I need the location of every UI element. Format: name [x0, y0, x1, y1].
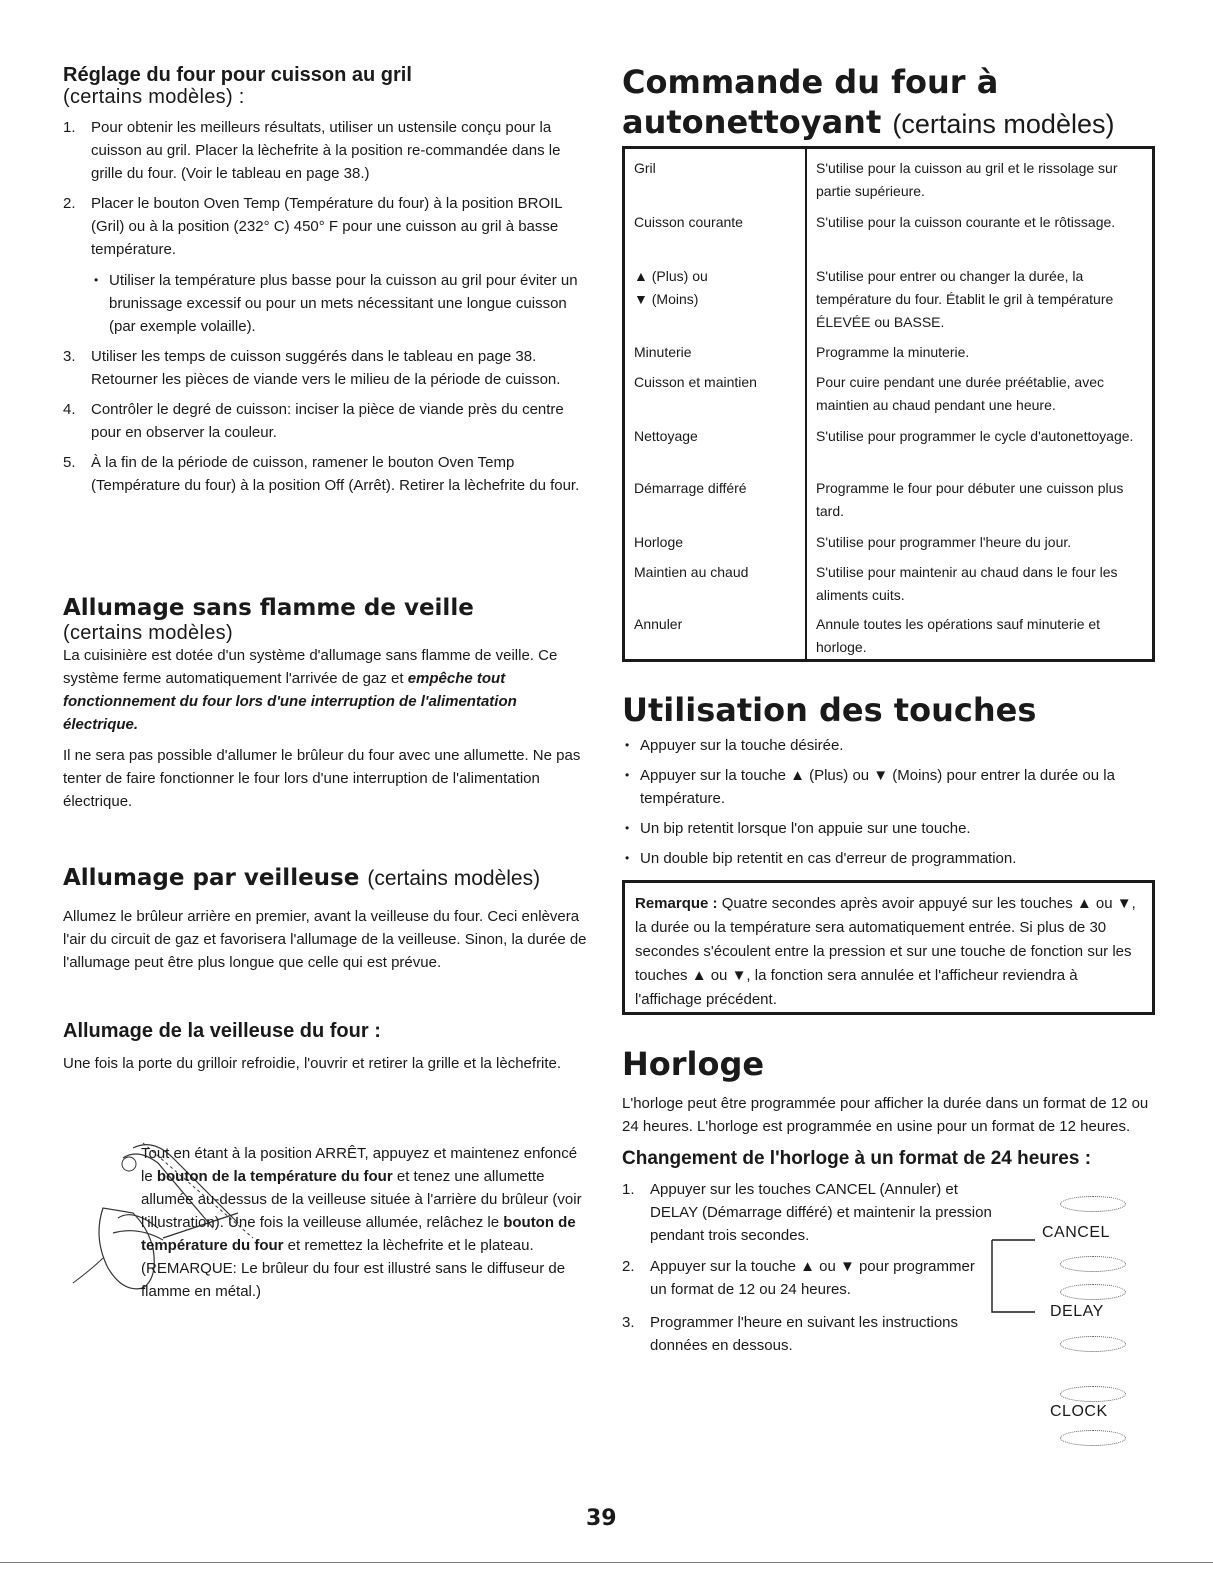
- pilotless-title: Allumage sans flamme de veille: [63, 595, 474, 621]
- broil-bullets: [91, 269, 588, 338]
- delay-key-arc-bottom: [1060, 1336, 1126, 1352]
- touches-bullet: • Un double bip retentit en cas d'erreur de programmation.: [622, 847, 1157, 870]
- clock-steps: [622, 1178, 992, 1357]
- control-title-line2: autonettoyant (certains modèles): [622, 103, 1115, 141]
- clock-paragraph: L'horloge peut être programmée pour afficher la durée dans un format de 12 ou 24 heures. L'horloge est programmée en usine pour un format de 12 heures.: [622, 1095, 1149, 1135]
- bottom-rule: [0, 1562, 1213, 1563]
- broil-bullet: • Utiliser la température plus basse pour la cuisson au gril pour éviter un brunissage excessif ou pour un mets nécessitant une longue cuisson (par exemple volaille).: [91, 269, 588, 338]
- touches-bullet: • Un bip retentit lorsque l'on appuie sur une touche.: [622, 817, 1157, 840]
- oven-pilot-section: [63, 1020, 588, 1075]
- cancel-key-arc-bottom: [1060, 1256, 1126, 1272]
- pilot-paragraph: Allumez le brûleur arrière en premier, avant la veilleuse du four. Ceci enlèvera l'air du circuit de gaz et favorisera l'allumage de la veilleuse. Sinon, la durée de l'allumage peut être plus longue que celle qui est prévue.: [63, 908, 587, 971]
- broil-steps: [63, 116, 588, 497]
- cancel-key: CANCEL: [1042, 1224, 1110, 1241]
- clock-key-arc-top: [1060, 1386, 1126, 1402]
- touches-section: [622, 690, 1157, 877]
- page-number: 39: [586, 1506, 617, 1531]
- broil-step: 5. À la fin de la période de cuisson, ramener le bouton Oven Temp (Température du four) à la position Off (Arrêt). Retirer la lèchefrite du four.: [63, 454, 580, 494]
- broil-step: 1. Pour obtenir les meilleurs résultats, utiliser un ustensile conçu pour la cuisson au gril. Placer la lèchefrite à la position re-commandée dans le grille du four. (Voir le tableau en page 38.): [63, 119, 561, 182]
- oven-pilot-paragraph: Une fois la porte du grilloir refroidie, l'ouvrir et retirer la grille et la lèchefrite.: [63, 1055, 562, 1072]
- clock-key: CLOCK: [1050, 1403, 1108, 1420]
- clock-title: Horloge: [622, 1045, 765, 1083]
- clock-step: 1. Appuyer sur les touches CANCEL (Annuler) et DELAY (Démarrage différé) et maintenir la pression pendant trois secondes.: [622, 1181, 992, 1244]
- pilot-title: Allumage par veilleuse (certains modèles): [63, 865, 541, 891]
- touches-bullet: • Appuyer sur la touche ▲ (Plus) ou ▼ (Moins) pour entrer la durée ou la température.: [622, 764, 1157, 810]
- pilotless-paragraph-2: Il ne sera pas possible d'allumer le brûleur du four avec une allumette. Ne pas tenter de faire fonctionner le four lors d'une interruption de l'alimentation électrique.: [63, 747, 581, 810]
- clock-subtitle: Changement de l'horloge à un format de 24 heures :: [622, 1148, 1092, 1169]
- broil-subtitle: (certains modèles) :: [63, 86, 245, 108]
- note-text: Remarque : Quatre secondes après avoir appuyé sur les touches ▲ ou ▼, la durée ou la température sera automatiquement entrée. Si plus de 30 secondes s'écoulent entre la pression et sur une touche de fonction sur les touches ▲ ou ▼, la fonction sera annulée et l'afficheur reviendra à l'affichage précédent.: [635, 895, 1136, 1008]
- broil-section: [63, 64, 588, 504]
- touches-title: Utilisation des touches: [622, 691, 1037, 729]
- control-title-block: [622, 62, 1157, 144]
- table-divider: [805, 149, 807, 659]
- key-bracket: [990, 1230, 1040, 1320]
- broil-step: 4. Contrôler le degré de cuisson: inciser la pièce de viande près du centre pour en observer la couleur.: [63, 401, 564, 441]
- touches-bullet: • Appuyer sur la touche désirée.: [622, 734, 1157, 757]
- note-box: [622, 880, 1155, 1015]
- clock-key-arc-bottom: [1060, 1430, 1126, 1446]
- pilotless-subtitle: (certains modèles): [63, 622, 233, 644]
- cancel-key-arc-top: [1060, 1196, 1126, 1212]
- broil-step: 3. Utiliser les temps de cuisson suggérés dans le tableau en page 38. Retourner les pièces de viande vers le milieu de la période de cuisson.: [63, 348, 561, 388]
- delay-key-arc-top: [1060, 1284, 1126, 1300]
- pilotless-section: [63, 594, 588, 813]
- clock-step: 2. Appuyer sur la touche ▲ ou ▼ pour programmer un format de 12 ou 24 heures.: [622, 1258, 975, 1298]
- broil-title: Réglage du four pour cuisson au gril: [63, 64, 412, 86]
- note-label: Remarque :: [635, 895, 718, 912]
- control-title: Commande du four à: [622, 63, 999, 101]
- pilotless-paragraph: La cuisinière est dotée d'un système d'allumage sans flamme de veille. Ce système ferme automatiquement l'arrivée de gaz et empêche tout fonctionnement du four lors d'une interruption de l'alimentation électrique.: [63, 647, 558, 733]
- touches-bullets: [622, 734, 1157, 870]
- oven-pilot-title: Allumage de la veilleuse du four :: [63, 1020, 381, 1042]
- delay-key: DELAY: [1050, 1303, 1104, 1320]
- pilot-section: [63, 864, 588, 974]
- oven-pilot-instructions: Tout en étant à la position ARRÊT, appuyez et maintenez enfoncé le bouton de la température du four et tenez une allumette allumée au-dessus de la veilleuse située à l'arrière du brûleur (voir l'illustration). Une fois la veilleuse allumée, relâchez le bouton de température du four et remettez la lèchefrite et le plateau. (REMARQUE: Le brûleur du four est illustré sans le diffuseur de flamme en métal.): [141, 1145, 582, 1300]
- clock-step: 3. Programmer l'heure en suivant les instructions données en dessous.: [622, 1314, 958, 1354]
- command-table: Gril S'utilise pour la cuisson au gril et le rissolage sur partie supérieure. Cuisson courante S'utilise pour la cuisson courante et le rôtissage. ▲ (Plus) ou ▼ (Moins) S'utilise pour entrer ou changer la durée, la température du four. Établit le gril à température ÉLEVÉE ou BASSE. Minuterie Programme la minuterie. Cuisson et maintien Pour cuire pendant une durée préétablie, avec maintien au chaud pendant une heure. Nettoyage S'utilise pour programmer le cycle d'autonettoyage. Démarrage différé Programme le four pour débuter une cuisson plus tard. Horloge S'utilise pour programmer l'heure du jour. Maintien au chaud S'utilise pour maintenir au chaud dans le four les aliments cuits. Annuler Annule toutes les opérations sauf minuterie et horloge.: [622, 146, 1155, 662]
- broil-step: 2. Placer le bouton Oven Temp (Température du four) à la position BROIL (Gril) ou à la position (232° C) 450° F pour une cuisson au gril à basse température. • Utiliser la température plus basse pour la cuisson au gril pour éviter un brunissage excessif ou pour un mets nécessitant une longue cuisson (par exemple volaille).: [63, 192, 588, 338]
- pilotless-warning: empêche tout fonctionnement du four lors d'une interruption de l'alimentation électrique.: [63, 670, 517, 733]
